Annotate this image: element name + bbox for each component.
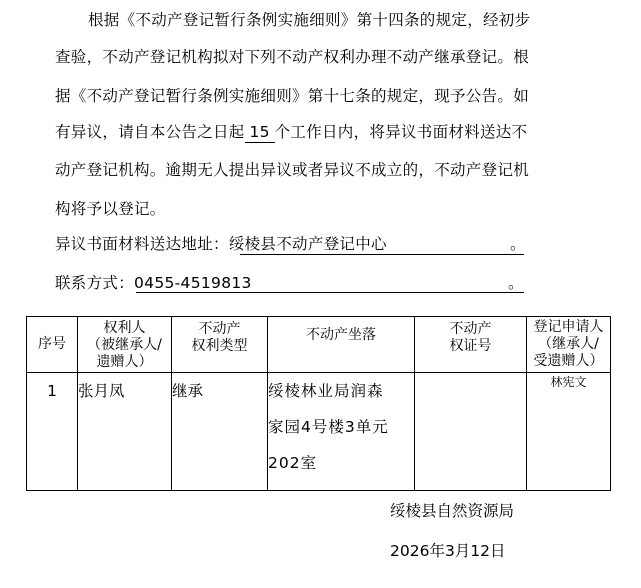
cell-seq: 1 — [27, 373, 78, 491]
cell-cert-no — [415, 373, 527, 491]
cell-holder: 张月凤 — [78, 373, 172, 491]
objection-period-prefix: 有异议，请自本公告之日起 — [55, 123, 245, 141]
notice-line-2: 查验，不动产登记机构拟对下列不动产权利办理不动产继承登记。根 — [55, 48, 530, 66]
header-applicant: 登记申请人 （继承人/ 受遗赠人） — [527, 317, 611, 373]
notice-line-1: 根据《不动产登记暂行条例实施细则》第十四条的规定，经初步 — [88, 11, 531, 29]
address-value: 绥棱县不动产登记中心 — [228, 235, 387, 253]
header-location: 不动产坐落 — [268, 317, 415, 373]
address-end: 。 — [510, 235, 526, 253]
registration-table — [26, 316, 611, 491]
address-label: 异议书面材料送达地址： — [55, 235, 229, 253]
contact-info — [55, 273, 252, 293]
objection-days: 15 — [245, 122, 275, 143]
header-right-type: 不动产 权利类型 — [172, 317, 268, 373]
address-underline — [240, 254, 524, 255]
contact-value: 0455-4519813 — [134, 274, 252, 292]
notice-line-4 — [55, 122, 527, 143]
issue-date: 2026年3月12日 — [390, 542, 506, 560]
header-seq: 序号 — [27, 317, 78, 373]
table-row — [27, 373, 611, 491]
header-cert-no: 不动产 权证号 — [415, 317, 527, 373]
issuer-name: 绥棱县自然资源局 — [390, 502, 515, 520]
notice-line-3: 据《不动产登记暂行条例实施细则》第十七条的规定，现予公告。如 — [55, 87, 530, 105]
objection-address — [55, 234, 387, 254]
contact-end: 。 — [508, 274, 524, 292]
contact-label: 联系方式： — [55, 274, 135, 292]
notice-line-5: 动产登记机构。逾期无人提出异议或者异议不成立的，不动产登记机 — [55, 161, 530, 179]
objection-period-suffix: 个工作日内，将异议书面材料送达不 — [274, 123, 528, 141]
cell-location: 绥棱林业局润森 家园4号楼3单元 202室 — [268, 373, 415, 491]
cell-applicant: 林宪文 — [527, 373, 611, 491]
header-holder: 权利人 （被继承人/ 遗赠人） — [78, 317, 172, 373]
cell-right-type: 继承 — [172, 373, 268, 491]
contact-underline — [136, 292, 524, 293]
notice-line-6: 构将予以登记。 — [55, 200, 166, 218]
table-header-row — [27, 317, 611, 373]
